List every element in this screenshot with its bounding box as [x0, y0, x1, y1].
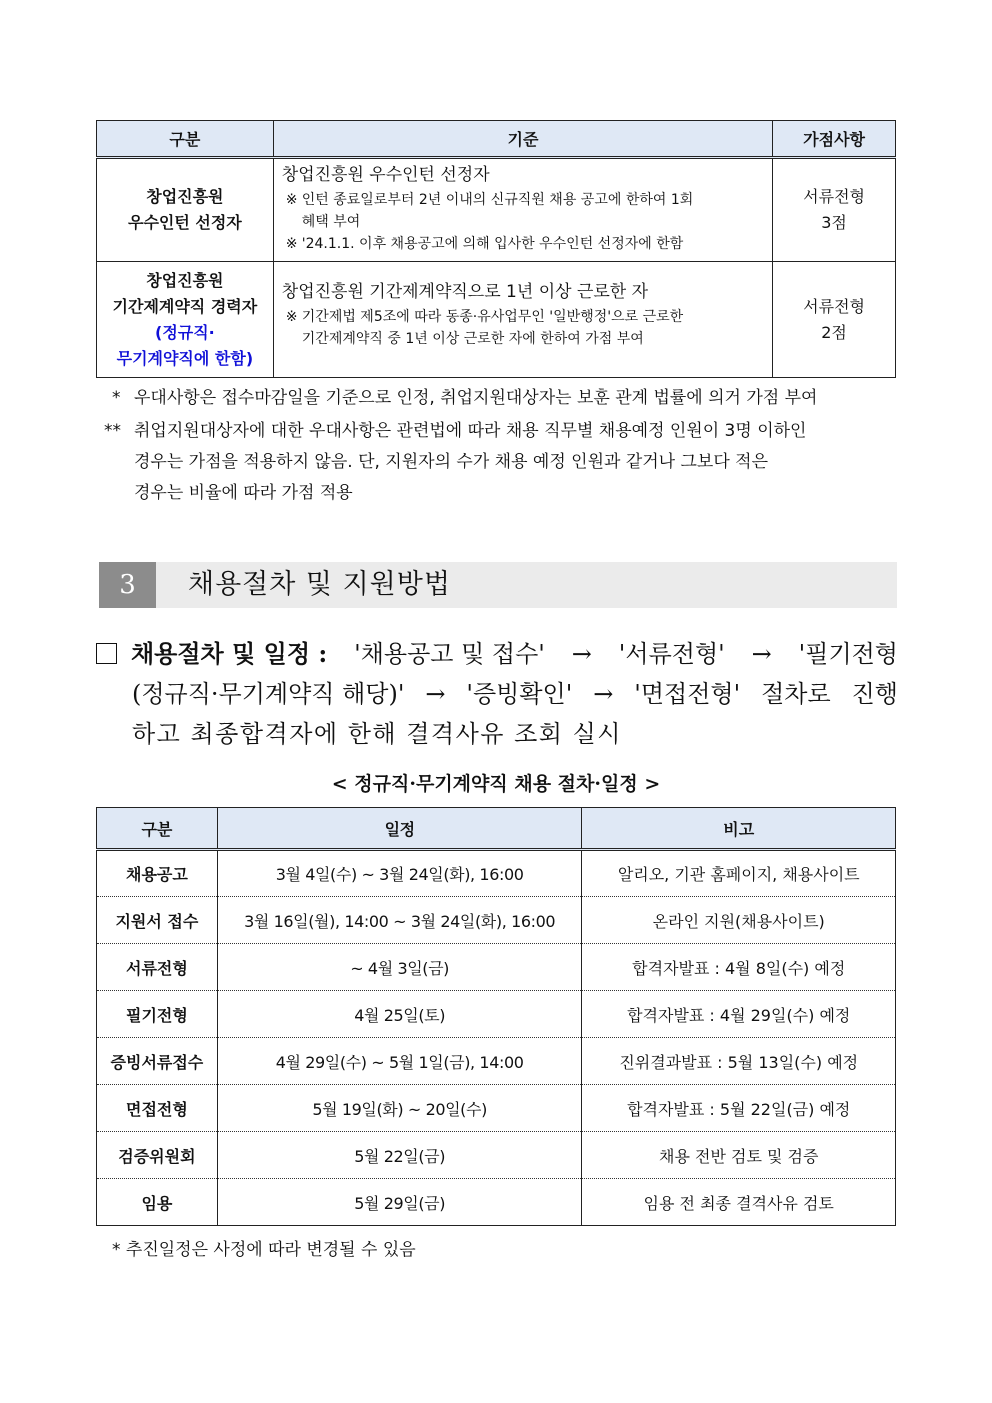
checkbox-bullet-icon [96, 643, 117, 664]
bonus-points-table [96, 120, 896, 378]
footnote-mark: ** [104, 421, 121, 441]
criteria-text: 창업진흥원 기간제계약직으로 1년 이상 근로한 자 [281, 282, 649, 302]
remark-cell: 온라인 지원(채용사이트) [582, 897, 896, 944]
schedule-row [97, 944, 896, 991]
date-cell: 3월 16일(월), 14:00 ~ 3월 24일(화), 16:00 [217, 897, 582, 944]
date-cell: ~ 4월 3일(금) [217, 944, 582, 991]
footnote-veterans [104, 416, 898, 509]
schedule-row [97, 1085, 896, 1132]
schedule-row [97, 897, 896, 944]
category-restriction-line: (정규직· [155, 322, 215, 342]
arrow-icon: → [571, 640, 592, 668]
header-category: 구분 [97, 121, 274, 158]
procedure-word: 진행 [851, 680, 898, 708]
footnote-line: 경우는 비율에 따라 가점 적용 [134, 483, 353, 503]
procedure-step: '서류전형' [618, 640, 725, 668]
stage-cell: 임용 [97, 1179, 218, 1226]
schedule-table [96, 807, 896, 1226]
schedule-row [97, 1179, 896, 1226]
header-category: 구분 [97, 808, 218, 850]
footnote-line: 경우는 가점을 적용하지 않음. 단, 지원자의 수가 채용 예정 인원과 같거나 그보다 적은 [134, 452, 769, 472]
procedure-step: (정규직·무기계약직 해당)' [132, 680, 405, 708]
header-date: 일정 [217, 808, 582, 850]
note-line: 기간제법 제5조에 따라 동종·유사업무인 '일반행정'으로 근로한 [301, 309, 684, 325]
note-mark: ※ [285, 309, 298, 325]
remark-cell: 합격자발표 : 4월 8일(수) 예정 [582, 944, 896, 991]
schedule-row [97, 1132, 896, 1179]
remark-cell: 임용 전 최종 결격사유 검토 [582, 1179, 896, 1226]
footnote-text: 우대사항은 접수마감일을 기준으로 인정, 취업지원대상자는 보훈 관계 법률에 의거 가점 부여 [134, 388, 818, 408]
date-cell: 5월 22일(금) [217, 1132, 582, 1179]
bonus-cell [773, 158, 896, 262]
remark-cell: 합격자발표 : 5월 22일(금) 예정 [582, 1085, 896, 1132]
header-remarks: 비고 [582, 808, 896, 850]
date-cell: 5월 19일(화) ~ 20일(수) [217, 1085, 582, 1132]
section-number: 3 [99, 562, 156, 608]
note-mark: ※ [285, 236, 298, 252]
header-criteria: 기준 [273, 121, 772, 158]
bonus-line: 2점 [821, 322, 847, 342]
procedure-word: 절차로 [761, 680, 831, 708]
date-cell: 4월 29일(수) ~ 5월 1일(금), 14:00 [217, 1038, 582, 1085]
stage-cell: 채용공고 [97, 850, 218, 897]
category-cell [97, 262, 274, 378]
category-restriction-line: 무기계약직에 한함) [116, 348, 254, 368]
schedule-row [97, 850, 896, 897]
procedure-paragraph [96, 634, 898, 754]
bonus-row-intern [97, 158, 896, 262]
schedule-row [97, 1038, 896, 1085]
bonus-cell [773, 262, 896, 378]
category-line: 기간제계약직 경력자 [112, 296, 258, 316]
bonus-table-header-row [97, 121, 896, 158]
remark-cell: 합격자발표 : 4월 29일(수) 예정 [582, 991, 896, 1038]
arrow-icon: → [425, 680, 446, 708]
date-cell: 5월 29일(금) [217, 1179, 582, 1226]
criteria-note [282, 189, 764, 233]
stage-cell: 검증위원회 [97, 1132, 218, 1179]
schedule-row [97, 991, 896, 1038]
bonus-line: 서류전형 [803, 296, 865, 316]
procedure-line: 하고 최종합격자에 한해 결격사유 조회 실시 [132, 720, 622, 748]
note-line: 혜택 부여 [301, 214, 361, 230]
date-cell: 4월 25일(토) [217, 991, 582, 1038]
stage-cell: 지원서 접수 [97, 897, 218, 944]
procedure-step: '채용공고 및 접수' [354, 640, 545, 668]
arrow-icon: → [751, 640, 772, 668]
category-line: 창업진흥원 [146, 187, 224, 206]
remark-cell: 채용 전반 검토 및 검증 [582, 1132, 896, 1179]
category-line: 창업진흥원 [146, 270, 224, 290]
note-line: 인턴 종료일로부터 2년 이내의 신규직원 채용 공고에 한하여 1회 [301, 192, 694, 208]
criteria-cell [273, 262, 772, 378]
schedule-footnote: * 추진일정은 사정에 따라 변경될 수 있음 [112, 1240, 416, 1260]
footnote-mark: * [112, 388, 121, 408]
arrow-icon: → [593, 680, 614, 708]
criteria-cell [273, 158, 772, 262]
category-line: 우수인턴 선정자 [128, 213, 242, 232]
note-line: 기간제계약직 중 1년 이상 근로한 자에 한하여 가점 부여 [301, 331, 644, 347]
procedure-step: '면접전형' [634, 680, 741, 708]
footnote-line: 취업지원대상자에 대한 우대사항은 관련법에 따라 채용 직무별 채용예정 인원이 3명 이하인 [134, 421, 807, 441]
procedure-step: '필기전형 [798, 640, 898, 668]
bonus-row-contract [97, 262, 896, 378]
stage-cell: 면접전형 [97, 1085, 218, 1132]
schedule-caption: < 정규직·무기계약직 채용 절차·일정 > [331, 773, 661, 795]
stage-cell: 증빙서류접수 [97, 1038, 218, 1085]
remark-cell: 알리오, 기관 홈페이지, 채용사이트 [582, 850, 896, 897]
header-bonus: 가점사항 [773, 121, 896, 158]
stage-cell: 서류전형 [97, 944, 218, 991]
procedure-step: '증빙확인' [466, 680, 573, 708]
bonus-line: 서류전형 [803, 187, 865, 206]
footnote-preference [104, 383, 898, 414]
stage-cell: 필기전형 [97, 991, 218, 1038]
criteria-text: 창업진흥원 우수인턴 선정자 [281, 165, 490, 185]
criteria-note [282, 306, 764, 350]
date-cell: 3월 4일(수) ~ 3월 24일(화), 16:00 [217, 850, 582, 897]
bonus-line: 3점 [821, 213, 847, 232]
criteria-note [282, 233, 764, 255]
note-line: '24.1.1. 이후 채용공고에 의해 입사한 우수인턴 선정자에 한함 [301, 236, 684, 252]
procedure-label: 채용절차 및 일정 : [131, 639, 328, 668]
remark-cell: 진위결과발표 : 5월 13일(수) 예정 [582, 1038, 896, 1085]
note-mark: ※ [285, 192, 298, 208]
category-cell [97, 158, 274, 262]
section-title: 채용절차 및 지원방법 [188, 569, 451, 600]
schedule-header-row [97, 808, 896, 850]
